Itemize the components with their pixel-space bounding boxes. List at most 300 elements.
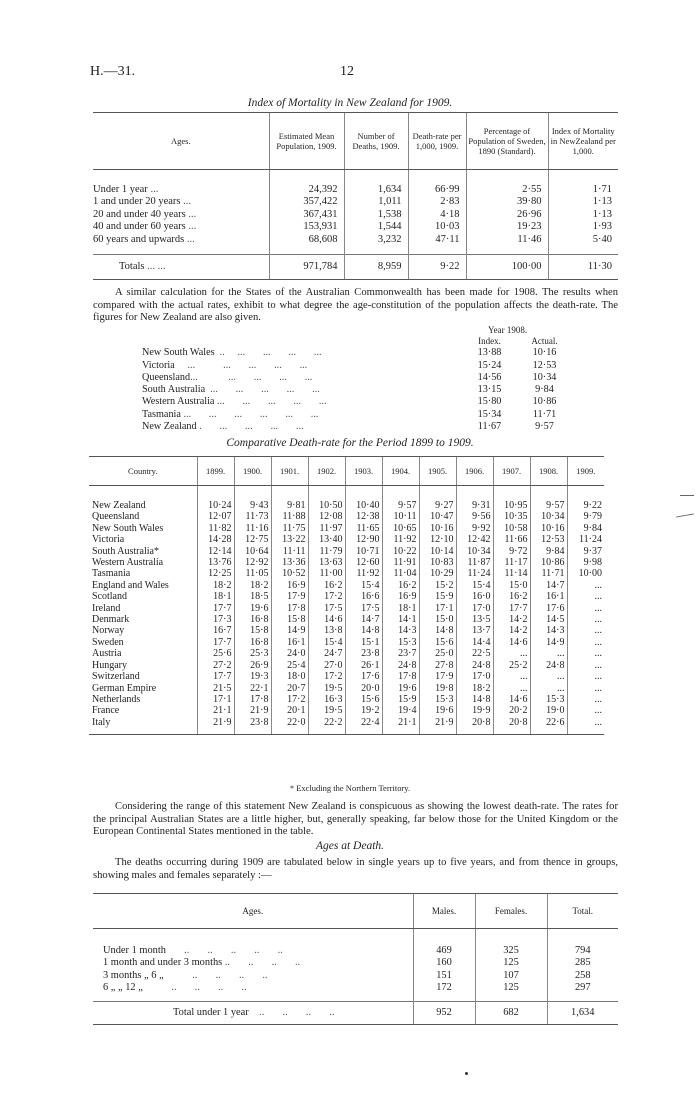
rate-cell: 25·6 xyxy=(197,648,234,659)
index-cell: 1·13 xyxy=(548,209,618,221)
table-row xyxy=(142,384,572,396)
rate-cell: 13·36 xyxy=(271,557,308,568)
table-row xyxy=(93,957,618,969)
rate-cell: 22·2 xyxy=(308,717,345,735)
rate-cell: 13·22 xyxy=(271,534,308,545)
rate-cell: 10·86 xyxy=(530,557,567,568)
rate-cell: 11·05 xyxy=(234,568,271,579)
death-rate-cell: 10·03 xyxy=(408,221,466,233)
rate-cell: 18·2 xyxy=(197,580,234,591)
rate-cell: 9·72 xyxy=(493,546,530,557)
table-row xyxy=(93,196,618,208)
rate-cell: 10·14 xyxy=(419,546,456,557)
column-header: 1902. xyxy=(308,457,345,486)
country-cell: Ireland xyxy=(92,602,121,614)
state-name: New Zealand . ... ... ... ... xyxy=(142,421,304,433)
index-value: 11·67 xyxy=(477,421,502,433)
country-cell: Switzerland xyxy=(92,671,140,683)
state-name: Queensland... ... ... ... ... xyxy=(142,371,313,383)
rate-cell: 11·16 xyxy=(234,523,271,534)
rate-cell: 15·8 xyxy=(234,625,271,636)
rate-cell: 13·63 xyxy=(308,557,345,568)
state-name: Victoria ... ... ... ... ... xyxy=(142,359,308,371)
percentage-cell: 26·96 xyxy=(466,209,548,221)
population-cell: 357,422 xyxy=(269,196,344,208)
rate-cell: 24·8 xyxy=(456,660,493,671)
table-row xyxy=(89,580,604,591)
rate-cell: 15·3 xyxy=(382,637,419,648)
table-row xyxy=(89,637,604,648)
actual-value: 9·57 xyxy=(535,421,554,433)
males-cell: 160 xyxy=(413,957,475,969)
comparative-death-rate-table xyxy=(89,456,604,735)
actual-value: 11·71 xyxy=(532,408,557,420)
rate-cell: 22·0 xyxy=(271,717,308,735)
rate-cell: 15·4 xyxy=(456,580,493,591)
index-value: 13·15 xyxy=(477,384,502,396)
rate-cell: 24·7 xyxy=(308,648,345,659)
index-total: 11·30 xyxy=(548,255,618,280)
males-cell: 172 xyxy=(413,982,475,1001)
country-cell: Italy xyxy=(89,717,197,735)
column-header: 1899. xyxy=(197,457,234,486)
rate-cell: 17·9 xyxy=(419,671,456,682)
rate-cell: 11·82 xyxy=(197,523,234,534)
rate-cell: 27·0 xyxy=(308,660,345,671)
rate-cell: 15·6 xyxy=(345,694,382,705)
actual-column-header: Actual. xyxy=(531,336,558,346)
rate-cell: 24·8 xyxy=(382,660,419,671)
rate-cell: 17·7 xyxy=(197,671,234,682)
rate-cell: 14·5 xyxy=(530,614,567,625)
total-cell: 258 xyxy=(547,970,618,982)
country-cell: France xyxy=(92,705,120,717)
actual-value: 9·84 xyxy=(535,384,554,396)
rate-cell: 11·24 xyxy=(567,534,604,545)
country-cell: New Zealand xyxy=(92,500,146,511)
table-row xyxy=(93,209,618,221)
table-header-row xyxy=(93,113,618,170)
rate-cell: 15·3 xyxy=(419,694,456,705)
column-header: Number of Deaths, 1909. xyxy=(344,113,408,170)
column-header: Total. xyxy=(547,894,618,929)
rate-cell: 14·4 xyxy=(456,637,493,648)
rate-cell: 17·8 xyxy=(382,671,419,682)
rate-cell: 9·27 xyxy=(419,486,456,512)
rate-cell: 20·1 xyxy=(271,705,308,716)
rate-cell: 9·43 xyxy=(234,486,271,512)
total-cell: 794 xyxy=(547,929,618,958)
rate-cell: 25·2 xyxy=(493,660,530,671)
ink-dot xyxy=(465,1072,468,1075)
rate-cell: 18·2 xyxy=(234,580,271,591)
rate-cell: 21·1 xyxy=(382,717,419,735)
age-group-cell: 20 and under 40 years ... xyxy=(93,208,197,220)
rate-cell: 17·7 xyxy=(197,603,234,614)
rate-cell: 23·8 xyxy=(234,717,271,735)
actual-value: 12·53 xyxy=(532,359,557,371)
column-header: 1900. xyxy=(234,457,271,486)
rate-cell: 17·2 xyxy=(271,694,308,705)
table-row xyxy=(89,671,604,682)
country-cell: Victoria xyxy=(92,534,125,546)
percentage-total: 100·00 xyxy=(466,255,548,280)
rate-cell: 16·6 xyxy=(345,591,382,602)
rate-cell: 13·8 xyxy=(308,625,345,636)
age-group-cell: 1 and under 20 years ... xyxy=(93,196,191,208)
age-group-cell: 60 years and upwards ... xyxy=(93,233,195,245)
rate-cell: 14·7 xyxy=(530,580,567,591)
state-name: Tasmania ... ... ... ... ... ... xyxy=(142,408,319,420)
death-rate-cell: 4·18 xyxy=(408,209,466,221)
rate-cell: 18·2 xyxy=(456,683,493,694)
state-name: New South Wales .. ... ... ... ... xyxy=(142,347,322,359)
population-cell: 24,392 xyxy=(269,170,344,197)
column-header: 1904. xyxy=(382,457,419,486)
rate-cell: 19·4 xyxy=(382,705,419,716)
table-row xyxy=(89,546,604,557)
table-row xyxy=(89,568,604,579)
rate-cell: 21·1 xyxy=(197,705,234,716)
rate-cell: 11·00 xyxy=(308,568,345,579)
rate-cell: 23·8 xyxy=(345,648,382,659)
rate-cell: 10·52 xyxy=(271,568,308,579)
females-cell: 125 xyxy=(475,957,547,969)
rate-cell: 10·35 xyxy=(493,511,530,522)
country-cell: Denmark xyxy=(92,614,130,626)
rate-cell: 10·71 xyxy=(345,546,382,557)
section-title-ages-at-death: Ages at Death. xyxy=(315,840,385,852)
rate-cell: 10·58 xyxy=(493,523,530,534)
rate-cell: 10·83 xyxy=(419,557,456,568)
males-total: 952 xyxy=(413,1001,475,1024)
rate-cell: 23·7 xyxy=(382,648,419,659)
rate-cell: 11·65 xyxy=(345,523,382,534)
rate-cell: 9·84 xyxy=(530,546,567,557)
column-header: Country. xyxy=(89,457,197,486)
females-cell: 125 xyxy=(475,982,547,1001)
rate-cell: 17·2 xyxy=(308,591,345,602)
table-header-row xyxy=(89,457,604,486)
rate-cell: 19·3 xyxy=(234,671,271,682)
males-cell: 151 xyxy=(413,970,475,982)
rate-cell: 10·34 xyxy=(530,511,567,522)
rate-cell: 12·25 xyxy=(197,568,234,579)
rate-cell: 10·22 xyxy=(382,546,419,557)
rate-cell: 25·3 xyxy=(234,648,271,659)
rate-cell: 11·71 xyxy=(530,568,567,579)
population-cell: 367,431 xyxy=(269,209,344,221)
total-cell: 285 xyxy=(547,957,618,969)
deaths-total: 8,959 xyxy=(344,255,408,280)
rate-cell: 14·2 xyxy=(493,625,530,636)
rate-cell: 17·9 xyxy=(271,591,308,602)
rate-cell: 14·6 xyxy=(493,637,530,648)
table-row xyxy=(89,683,604,694)
rate-cell: 15·4 xyxy=(308,637,345,648)
rate-cell: 17·2 xyxy=(308,671,345,682)
rate-cell: ... xyxy=(530,648,567,659)
rate-cell: 11·14 xyxy=(493,568,530,579)
rate-cell: 16·1 xyxy=(271,637,308,648)
rate-cell: 10·64 xyxy=(234,546,271,557)
year-1908-label: Year 1908. xyxy=(488,325,528,335)
column-header: 1907. xyxy=(493,457,530,486)
rate-cell: 9·92 xyxy=(456,523,493,534)
rate-cell: 17·5 xyxy=(345,603,382,614)
grand-total: 1,634 xyxy=(547,1001,618,1024)
rate-cell: 17·3 xyxy=(197,614,234,625)
rate-cell: 14·28 xyxy=(197,534,234,545)
rate-cell: 17·1 xyxy=(197,694,234,705)
column-header: 1906. xyxy=(456,457,493,486)
rate-cell: ... xyxy=(567,637,604,648)
footnote: * Excluding the Northern Territory. xyxy=(289,783,411,793)
index-table-title: Index of Mortality in New Zealand for 1909. xyxy=(247,97,453,109)
rate-cell: 27·8 xyxy=(419,660,456,671)
rate-cell: 19·9 xyxy=(456,705,493,716)
rate-cell: 10·34 xyxy=(456,546,493,557)
totals-label: Total under 1 year .. .. .. .. xyxy=(93,1001,413,1024)
deaths-cell: 3,232 xyxy=(344,234,408,255)
rate-cell: 16·3 xyxy=(308,694,345,705)
rate-cell: 19·5 xyxy=(308,683,345,694)
country-cell: Norway xyxy=(92,625,125,637)
page-number: 12 xyxy=(340,64,354,79)
rate-cell: ... xyxy=(530,683,567,694)
table-row xyxy=(89,614,604,625)
table-row xyxy=(89,557,604,568)
rate-cell: 19·5 xyxy=(308,705,345,716)
paragraph-australian-states xyxy=(93,287,618,325)
table-row xyxy=(89,694,604,705)
rate-cell: 16·9 xyxy=(382,591,419,602)
rate-cell: 9·79 xyxy=(567,511,604,522)
rate-cell: 10·40 xyxy=(345,486,382,512)
column-header: Death-rate per 1,000, 1909. xyxy=(408,113,466,170)
country-cell: Queensland xyxy=(92,511,140,523)
rate-cell: 14·1 xyxy=(382,614,419,625)
index-cell: 1·13 xyxy=(548,196,618,208)
state-name: Western Australia ... ... ... ... ... xyxy=(142,396,327,408)
rate-cell: ... xyxy=(567,603,604,614)
paragraph-conclusion xyxy=(93,801,618,839)
rate-cell: ... xyxy=(567,625,604,636)
deaths-cell: 1,538 xyxy=(344,209,408,221)
age-group-cell: Under 1 year ... xyxy=(93,184,159,195)
table-row xyxy=(93,929,618,958)
rate-cell: 21·9 xyxy=(234,705,271,716)
rate-cell: 21·9 xyxy=(197,717,234,735)
rate-cell: 19·6 xyxy=(419,705,456,716)
males-cell: 469 xyxy=(413,929,475,958)
rate-cell: 21·9 xyxy=(419,717,456,735)
table-row xyxy=(93,234,618,255)
rate-cell: 16·0 xyxy=(456,591,493,602)
column-header: Percentage of Population of Sweden, 1890 (Standard). xyxy=(466,113,548,170)
report-reference: H.—31. xyxy=(90,64,136,79)
index-column-header: Index. xyxy=(478,336,501,346)
death-rate-cell: 66·99 xyxy=(408,170,466,197)
rate-cell: 13·76 xyxy=(197,557,234,568)
rate-cell: 11·73 xyxy=(234,511,271,522)
column-header: Ages. xyxy=(93,113,269,170)
rate-cell: 16·2 xyxy=(493,591,530,602)
rate-cell: 14·9 xyxy=(530,637,567,648)
rate-cell: 12·60 xyxy=(345,557,382,568)
rate-cell: 10·16 xyxy=(530,523,567,534)
rate-cell: 15·8 xyxy=(271,614,308,625)
rate-cell: 22·4 xyxy=(345,717,382,735)
rate-cell: 16·7 xyxy=(197,625,234,636)
rate-cell: ... xyxy=(567,694,604,705)
rate-cell: 26·1 xyxy=(345,660,382,671)
index-value: 13·88 xyxy=(477,347,502,359)
rate-cell: 12·53 xyxy=(530,534,567,545)
states-index-table xyxy=(142,335,572,433)
paragraph-deaths-intro xyxy=(93,857,618,882)
rate-cell: ... xyxy=(567,648,604,659)
rate-cell: 14·3 xyxy=(382,625,419,636)
rate-cell: 27·2 xyxy=(197,660,234,671)
rate-cell: 17·7 xyxy=(197,637,234,648)
rate-cell: 11·92 xyxy=(382,534,419,545)
rate-cell: 11·17 xyxy=(493,557,530,568)
rate-cell: 18·1 xyxy=(197,591,234,602)
percentage-cell: 11·46 xyxy=(466,234,548,255)
column-header: 1909. xyxy=(567,457,604,486)
table-row xyxy=(142,409,572,421)
rate-cell: 26·9 xyxy=(234,660,271,671)
age-group-cell: 40 and under 60 years ... xyxy=(93,221,197,233)
paragraph-text: A similar calculation for the States of the Australian Commonwealth has been made for 1908. The results when compared with the actual rates, exhibit to what degree the age-constitution of the population affects the death-rate. The figures for New Zealand are also given. xyxy=(93,287,618,324)
rate-cell: 17·6 xyxy=(530,603,567,614)
rate-cell: 12·38 xyxy=(345,511,382,522)
country-cell: Sweden xyxy=(92,636,124,648)
age-cell: 6 „ „ 12 „ .. .. .. .. xyxy=(103,982,247,994)
rate-cell: 10·65 xyxy=(382,523,419,534)
rate-cell: 20·2 xyxy=(493,705,530,716)
table-row xyxy=(89,648,604,659)
rate-cell: 15·0 xyxy=(419,614,456,625)
ages-at-death-table xyxy=(93,893,618,1025)
table-row xyxy=(89,717,604,735)
rate-cell: 10·11 xyxy=(382,511,419,522)
table-row xyxy=(89,523,604,534)
rate-cell: 18·1 xyxy=(382,603,419,614)
rate-cell: 11·87 xyxy=(456,557,493,568)
rate-cell: 15·3 xyxy=(530,694,567,705)
percentage-cell: 39·80 xyxy=(466,196,548,208)
rate-cell: 14·9 xyxy=(271,625,308,636)
rate-cell: 11·79 xyxy=(308,546,345,557)
rate-cell: 17·7 xyxy=(493,603,530,614)
totals-row xyxy=(93,255,618,280)
rate-cell: 11·04 xyxy=(382,568,419,579)
rate-cell: 17·6 xyxy=(345,671,382,682)
country-cell: Hungary xyxy=(92,659,127,671)
rate-cell: 20·8 xyxy=(456,717,493,735)
rate-cell: ... xyxy=(567,717,604,735)
rate-cell: 15·2 xyxy=(419,580,456,591)
actual-value: 10·34 xyxy=(532,371,557,383)
table-row xyxy=(93,221,618,233)
country-cell: German Empire xyxy=(92,682,157,694)
population-cell: 153,931 xyxy=(269,221,344,233)
population-total: 971,784 xyxy=(269,255,344,280)
rate-cell: 12·42 xyxy=(456,534,493,545)
rate-cell: 19·0 xyxy=(530,705,567,716)
column-header: Estimated Mean Population, 1909. xyxy=(269,113,344,170)
death-rate-total: 9·22 xyxy=(408,255,466,280)
rate-cell: 12·10 xyxy=(419,534,456,545)
column-header: Ages. xyxy=(93,894,413,929)
rate-cell: 11·97 xyxy=(308,523,345,534)
rate-cell: 17·5 xyxy=(308,603,345,614)
table-row xyxy=(89,705,604,716)
country-cell: Tasmania xyxy=(92,568,131,580)
rate-cell: 10·95 xyxy=(493,486,530,512)
rate-cell: 19·8 xyxy=(419,683,456,694)
table-row xyxy=(89,625,604,636)
deaths-cell: 1,634 xyxy=(344,170,408,197)
rate-cell: 9·22 xyxy=(567,486,604,512)
females-cell: 107 xyxy=(475,970,547,982)
rate-cell: 19·2 xyxy=(345,705,382,716)
rate-cell: 18·5 xyxy=(234,591,271,602)
age-cell: 1 month and under 3 months .. .. .. .. xyxy=(103,957,301,969)
table-row xyxy=(93,982,618,1001)
index-cell: 5·40 xyxy=(548,234,618,255)
rate-cell: 13·7 xyxy=(456,625,493,636)
rate-cell: 9·56 xyxy=(456,511,493,522)
table-row xyxy=(142,347,572,359)
column-header: 1901. xyxy=(271,457,308,486)
rate-cell: 16·2 xyxy=(308,580,345,591)
deaths-cell: 1,544 xyxy=(344,221,408,233)
rate-cell: 10·50 xyxy=(308,486,345,512)
table-row xyxy=(142,396,572,408)
rate-cell: 10·24 xyxy=(197,486,234,512)
rate-cell: 18·0 xyxy=(271,671,308,682)
rate-cell: 12·90 xyxy=(345,534,382,545)
rate-cell: 17·8 xyxy=(271,603,308,614)
rate-cell: 17·0 xyxy=(456,671,493,682)
index-cell: 1·71 xyxy=(548,170,618,197)
deaths-cell: 1,011 xyxy=(344,196,408,208)
rate-cell: 12·75 xyxy=(234,534,271,545)
rate-cell: 14·8 xyxy=(345,625,382,636)
rate-cell: 9·57 xyxy=(382,486,419,512)
rate-cell: 20·8 xyxy=(493,717,530,735)
rate-cell: 20·0 xyxy=(345,683,382,694)
rate-cell: 17·1 xyxy=(419,603,456,614)
country-cell: Austria xyxy=(92,648,122,660)
rate-cell: 12·07 xyxy=(197,511,234,522)
totals-row xyxy=(93,1001,618,1024)
rate-cell: 17·0 xyxy=(456,603,493,614)
rate-cell: 19·6 xyxy=(382,683,419,694)
rate-cell: 16·9 xyxy=(271,580,308,591)
rate-cell: 11·66 xyxy=(493,534,530,545)
rate-cell: 9·37 xyxy=(567,546,604,557)
index-value: 15·24 xyxy=(477,359,502,371)
column-header: Males. xyxy=(413,894,475,929)
rate-cell: 9·31 xyxy=(456,486,493,512)
rate-cell: ... xyxy=(493,671,530,682)
table-row xyxy=(89,486,604,512)
rate-cell: 9·98 xyxy=(567,557,604,568)
